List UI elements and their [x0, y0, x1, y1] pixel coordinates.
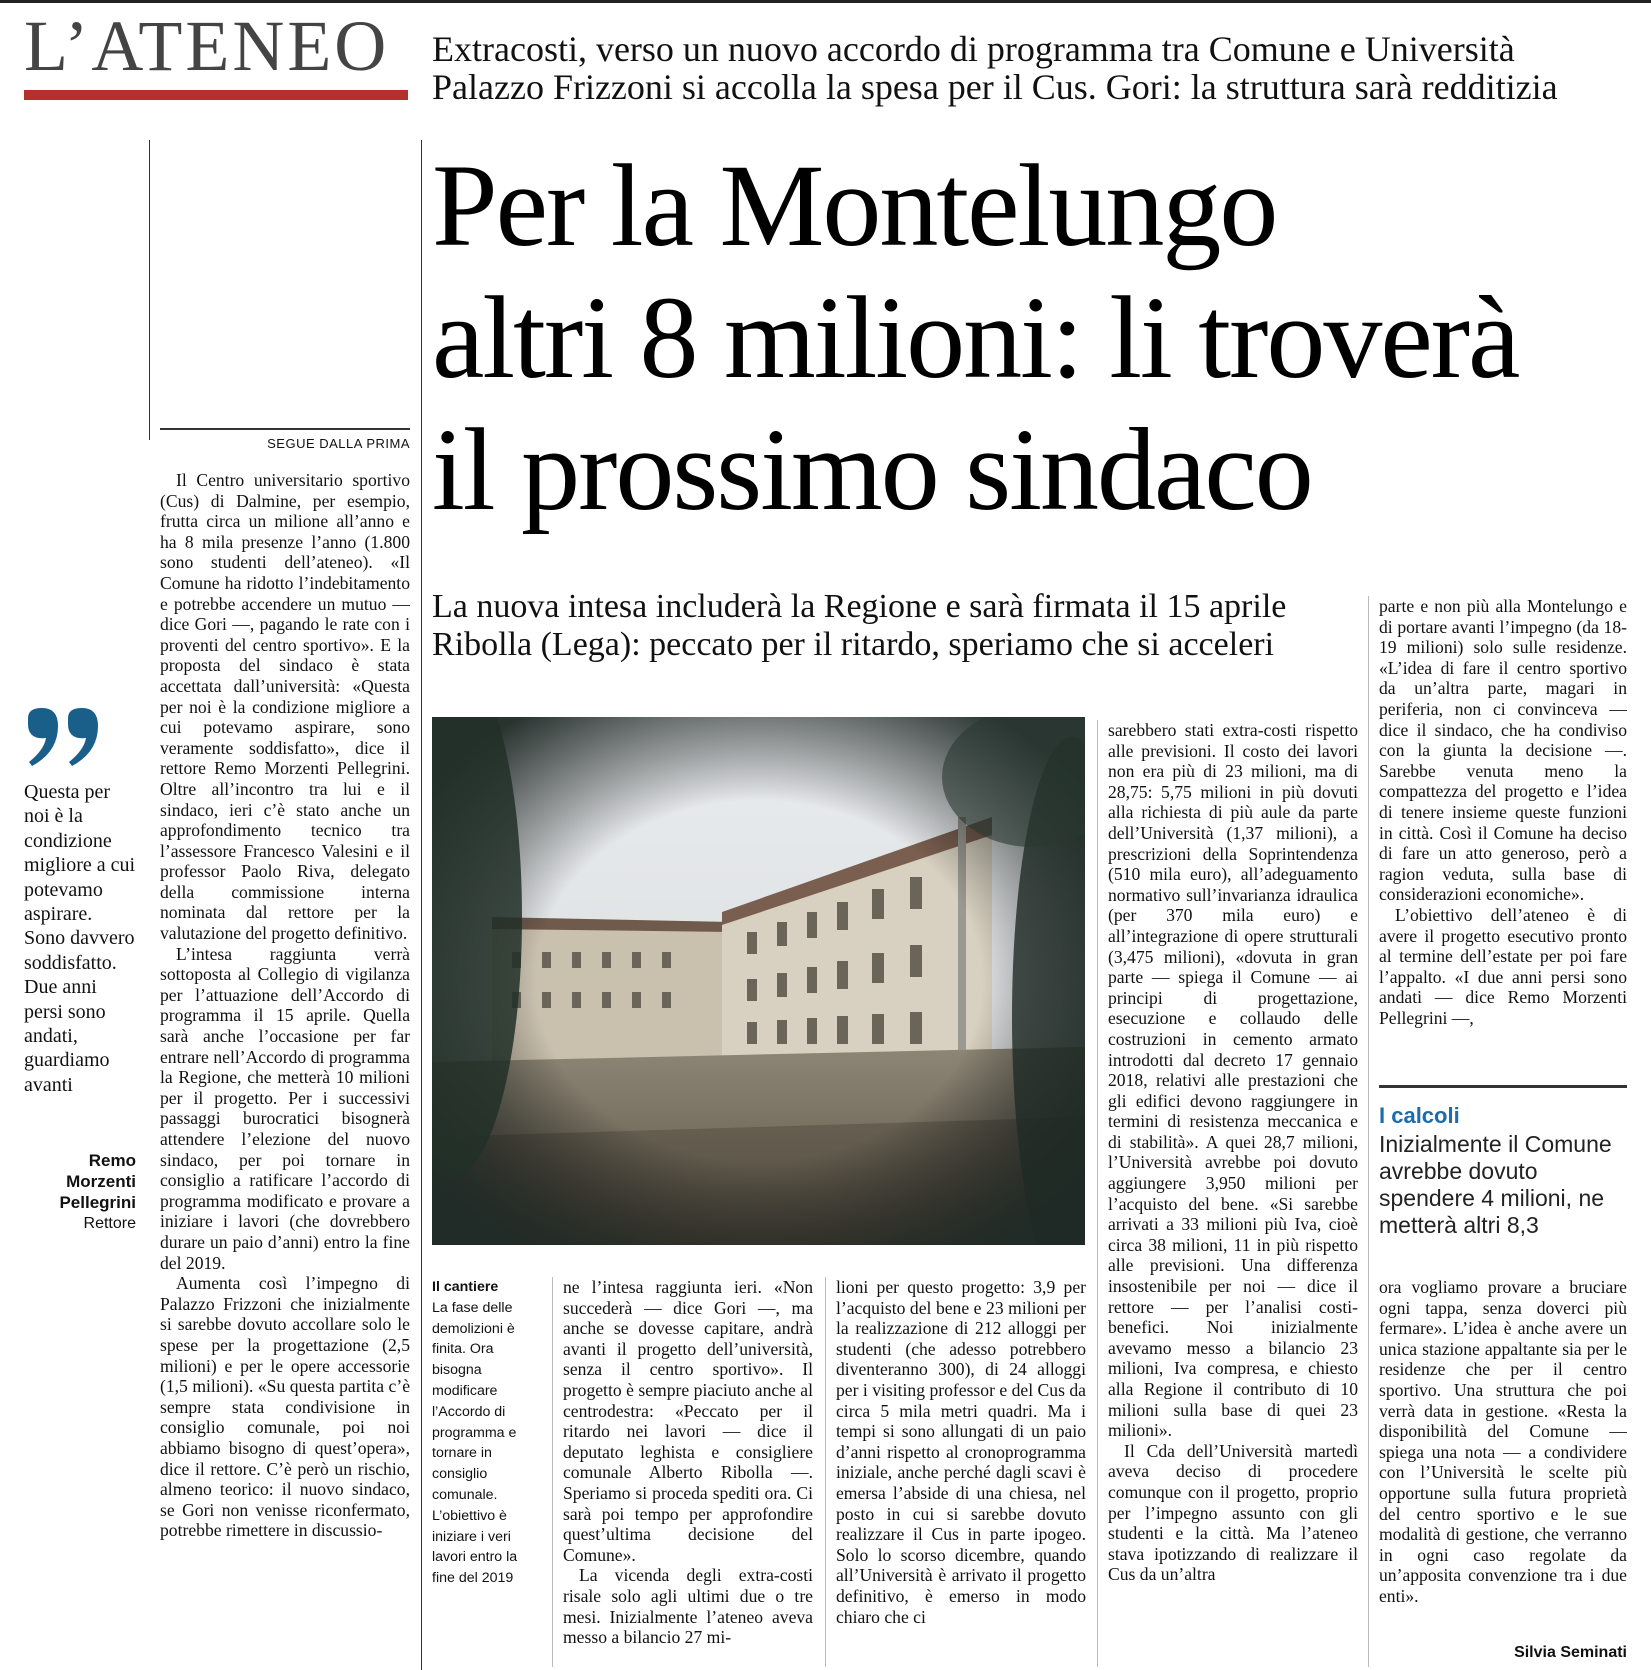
segue-label: SEGUE DALLA PRIMA — [267, 436, 410, 451]
article-column-1 — [160, 470, 410, 1665]
article-column-4 — [1108, 720, 1358, 1667]
article-column-3 — [836, 1277, 1086, 1667]
paragraph: ora vogliamo provare a bruciare ogni tappa, senza doverci più fermare». L’idea è anche avere un unica stazione appaltante sia per le residenze che per il centro sportivo. Una struttura che poi verrà data in gestione. «Resta la disponibilità del Comune — spiega una nota — a condividere con l’Università le scelte più opportune sulla futura proprietà del centro sportivo e le sue modalità di gestione, che verranno in ogni caso regolate da un’apposita convenzione tra i due enti». — [1379, 1277, 1627, 1606]
column-rule — [552, 1277, 553, 1667]
column-rule — [825, 1277, 826, 1667]
paragraph: La vicenda degli extra-costi risale solo agli ultimi due o tre mesi. Inizialmente l’ateneo aveva messo a bilancio 27 mi- — [563, 1565, 813, 1648]
section-rule — [24, 90, 408, 100]
paragraph: ne l’intesa raggiunta ieri. «Non succederà — dice Gori —, ma anche se dovesse capitare, andrà avanti il progetto dell’università, senza il centro sportivo». Il progetto è sempre piaciuto anche al centrodestra: «Peccato per il ritardo nei lavori — dice il deputato leghista e consigliere comunale Alberto Ribolla —. Speriamo si proceda spediti ora. Ci sarà poi tempo per approfondire quest’ultima decisione del Comune». — [563, 1277, 813, 1565]
headline-line: Per la Montelungo — [432, 140, 1277, 271]
box-title: I calcoli — [1379, 1103, 1460, 1128]
quote-role: Rettore — [83, 1215, 136, 1232]
section-title: L’ATENEO — [24, 6, 390, 86]
author-signature: Silvia Seminati — [1514, 1644, 1627, 1661]
kicker-line: Palazzo Frizzoni si accolla la spesa per il Cus. Gori: la struttura sarà redditizia — [432, 67, 1558, 107]
subheadline-line: La nuova intesa includerà la Regione e sarà firmata il 15 aprile — [432, 588, 1287, 625]
article-column-6 — [1379, 1277, 1627, 1647]
column-rule — [149, 140, 150, 440]
box-text: Inizialmente il Comune avrebbe dovuto spendere 4 milioni, ne metterà altri 8,3 — [1379, 1131, 1612, 1238]
box-rule — [1379, 1085, 1627, 1088]
paragraph: Il Cda dell’Università martedì aveva deciso di procedere comunque con il progetto, proprio per l’impegno assunto con gli studenti e la città. Ma l’ateneo stava ipotizzando di realizzare il Cus da un’altra — [1108, 1440, 1358, 1585]
headline-line: il prossimo sindaco — [432, 404, 1312, 535]
subheadline-line: Ribolla (Lega): peccato per il ritardo, speriamo che si acceleri — [432, 626, 1275, 663]
headline-line: altri 8 milioni: li troverà — [432, 272, 1519, 403]
quote-author: Remo Morzenti Pellegrini — [59, 1151, 136, 1212]
construction-site-photo — [432, 717, 1085, 1245]
subheadline — [432, 588, 1372, 664]
column-rule — [421, 140, 422, 1670]
paragraph: sarebbero stati extra-costi rispetto alle previsioni. Il costo dei lavori non era più di 23 milioni, ma di 28,75: 5,75 milioni in più dovuti alla richiesta di più aule da parte dell’Università (1,37 milioni), a prescrizioni della Soprintendenza (510 mila euro), all’adeguamento normativo sull’invarianza idraulica (per 370 mila euro) e all’integrazione di opere strutturali (3,475 milioni), «dovuta in gran parte — spiega il Comune — ai principi di progettazione, esecuzione e collaudo delle costruzioni in cemento armato introdotti dal decreto 17 gennaio 2018, relativi alle prestazioni che gli edifici devono raggiungere in termini di resistenza meccanica e di stabilità». A quei 28,7 milioni, l’Università avrebbe poi dovuto aggiungere 3,950 milioni per l’acquisto del bene. «Si sarebbe arrivati a 33 milioni più Iva, cioè circa 38 milioni, 11 in più rispetto alle previsioni. Una differenza insostenibile per noi — dice il rettore — per l’analisi costi-benefici. Noi inizialmente avevamo messo a bilancio 23 milioni, Iva compresa, e chiesto alla Regione il contributo di 10 milioni sulla base di quei 23 milioni». — [1108, 720, 1358, 1441]
column-rule — [1097, 720, 1098, 1667]
article-column-2 — [563, 1277, 813, 1667]
top-rule — [0, 0, 1651, 3]
kicker — [432, 30, 1642, 106]
kicker-line: Extracosti, verso un nuovo accordo di programma tra Comune e Università — [432, 29, 1515, 69]
segue-rule — [160, 428, 410, 430]
article-column-5 — [1379, 596, 1627, 1076]
caption-title: Il cantiere — [432, 1279, 499, 1295]
paragraph: L’obiettivo dell’ateneo è di avere il progetto esecutivo pronto al termine dell’estate per poi fare l’appalto. «I due anni persi sono andati — dice Remo Morzenti Pellegrini —, — [1379, 904, 1627, 1028]
photo-caption — [432, 1277, 542, 1589]
paragraph: lioni per questo progetto: 3,9 per l’acquisto del bene e 23 milioni per la realizzazione di 212 alloggi per studenti (che adesso potrebbero diventeranno 300), di 24 alloggi per i visiting professor e del Cus da circa 5 mila metri quadri. Ma i tempi si sono allungati di un paio d’anni rispetto al cronoprogramma iniziale, anche perché dagli scavi è emersa l’abside di una chiesa, nel posto in cui si sarebbe dovuto realizzare il Cus in parte ipogeo. Solo lo scorso dicembre, quando all’Università è arrivato il progetto definitivo, è emerso in modo chiaro che ci — [836, 1277, 1086, 1627]
paragraph: L’intesa raggiunta verrà sottoposta al Collegio di vigilanza per l’attuazione dell’Accordo di programma il 15 aprile. Quella sarà anche l’occasione per far entrare nell’Accordo di programma la Regione, che metterà 10 milioni per il progetto. Per i successivi passaggi burocratici bisognerà attendere l’elezione del nuovo sindaco, per poi tornare in consiglio a ratificare l’accordo di programma modificato e provare a iniziare i lavori (che dovrebbero durare un paio d’anni) entro la fine del 2019. — [160, 943, 410, 1273]
quote-mark-icon — [24, 708, 104, 768]
paragraph: Il Centro universitario sportivo (Cus) di Dalmine, per esempio, frutta circa un milione all’anno e ha 8 mila presenze l’anno (1.800 sono studenti dell’ateneo). «Il Comune ha ridotto l’indebitamento e potrebbe accendere un mutuo — dice Gori —, pagando le rate con i proventi del centro sportivo». E la proposta del sindaco è stata accettata dall’università: «Questa per noi è la condizione migliore a cui potevamo aspirare, sono veramente soddisfatto», dice il rettore Remo Morzenti Pellegrini. Oltre all’incontro tra lui e il sindaco, ieri c’è stato anche un approfondimento tecnico tra l’assessore Francesco Valesini e il professor Paolo Riva, delegato della commissione interna nominata dal rettore per la valutazione del progetto definitivo. — [160, 470, 410, 944]
caption-text: La fase delle demolizioni è finita. Ora bisogna modificare l’Accordo di programma e tornare in consiglio comunale. L’obiettivo è iniziare i veri lavori entro la fine del 2019 — [432, 1299, 518, 1587]
paragraph: parte e non più alla Montelungo e di portare avanti l’impegno (da 18-19 milioni) solo sulle residenze. «L’idea di fare il centro sportivo da un’altra parte, magari in periferia, non ci convinceva — dice il sindaco, che ha condiviso con la giunta la decisione —. Sarebbe venuta meno la compattezza del progetto e l’idea di tenere insieme queste funzioni in città. Così il Comune ha deciso di fare un atto generoso, però a ragion veduta, sulla base di considerazioni economiche». — [1379, 596, 1627, 905]
headline — [432, 140, 1647, 536]
pull-quote: Questa per noi è la condizione migliore a cui potevamo aspirare. Sono davvero soddisfatto. Due anni persi sono andati, guardiamo avanti — [24, 781, 136, 1096]
paragraph: Aumenta così l’impegno di Palazzo Frizzoni che inizialmente si sarebbe dovuto accollare solo le spese per la progettazione (2,5 milioni) e per le opere accessorie (1,5 milioni). «Su questa partita c’è sempre stata condivisione in consiglio comunale, poi noi abbiamo bisogno di quest’opera», dice il rettore. C’è però un rischio, almeno teorico: il nuovo sindaco, se Gori non venisse riconfermato, potrebbe rimettere in discussio- — [160, 1273, 410, 1541]
column-rule — [1368, 596, 1369, 1667]
